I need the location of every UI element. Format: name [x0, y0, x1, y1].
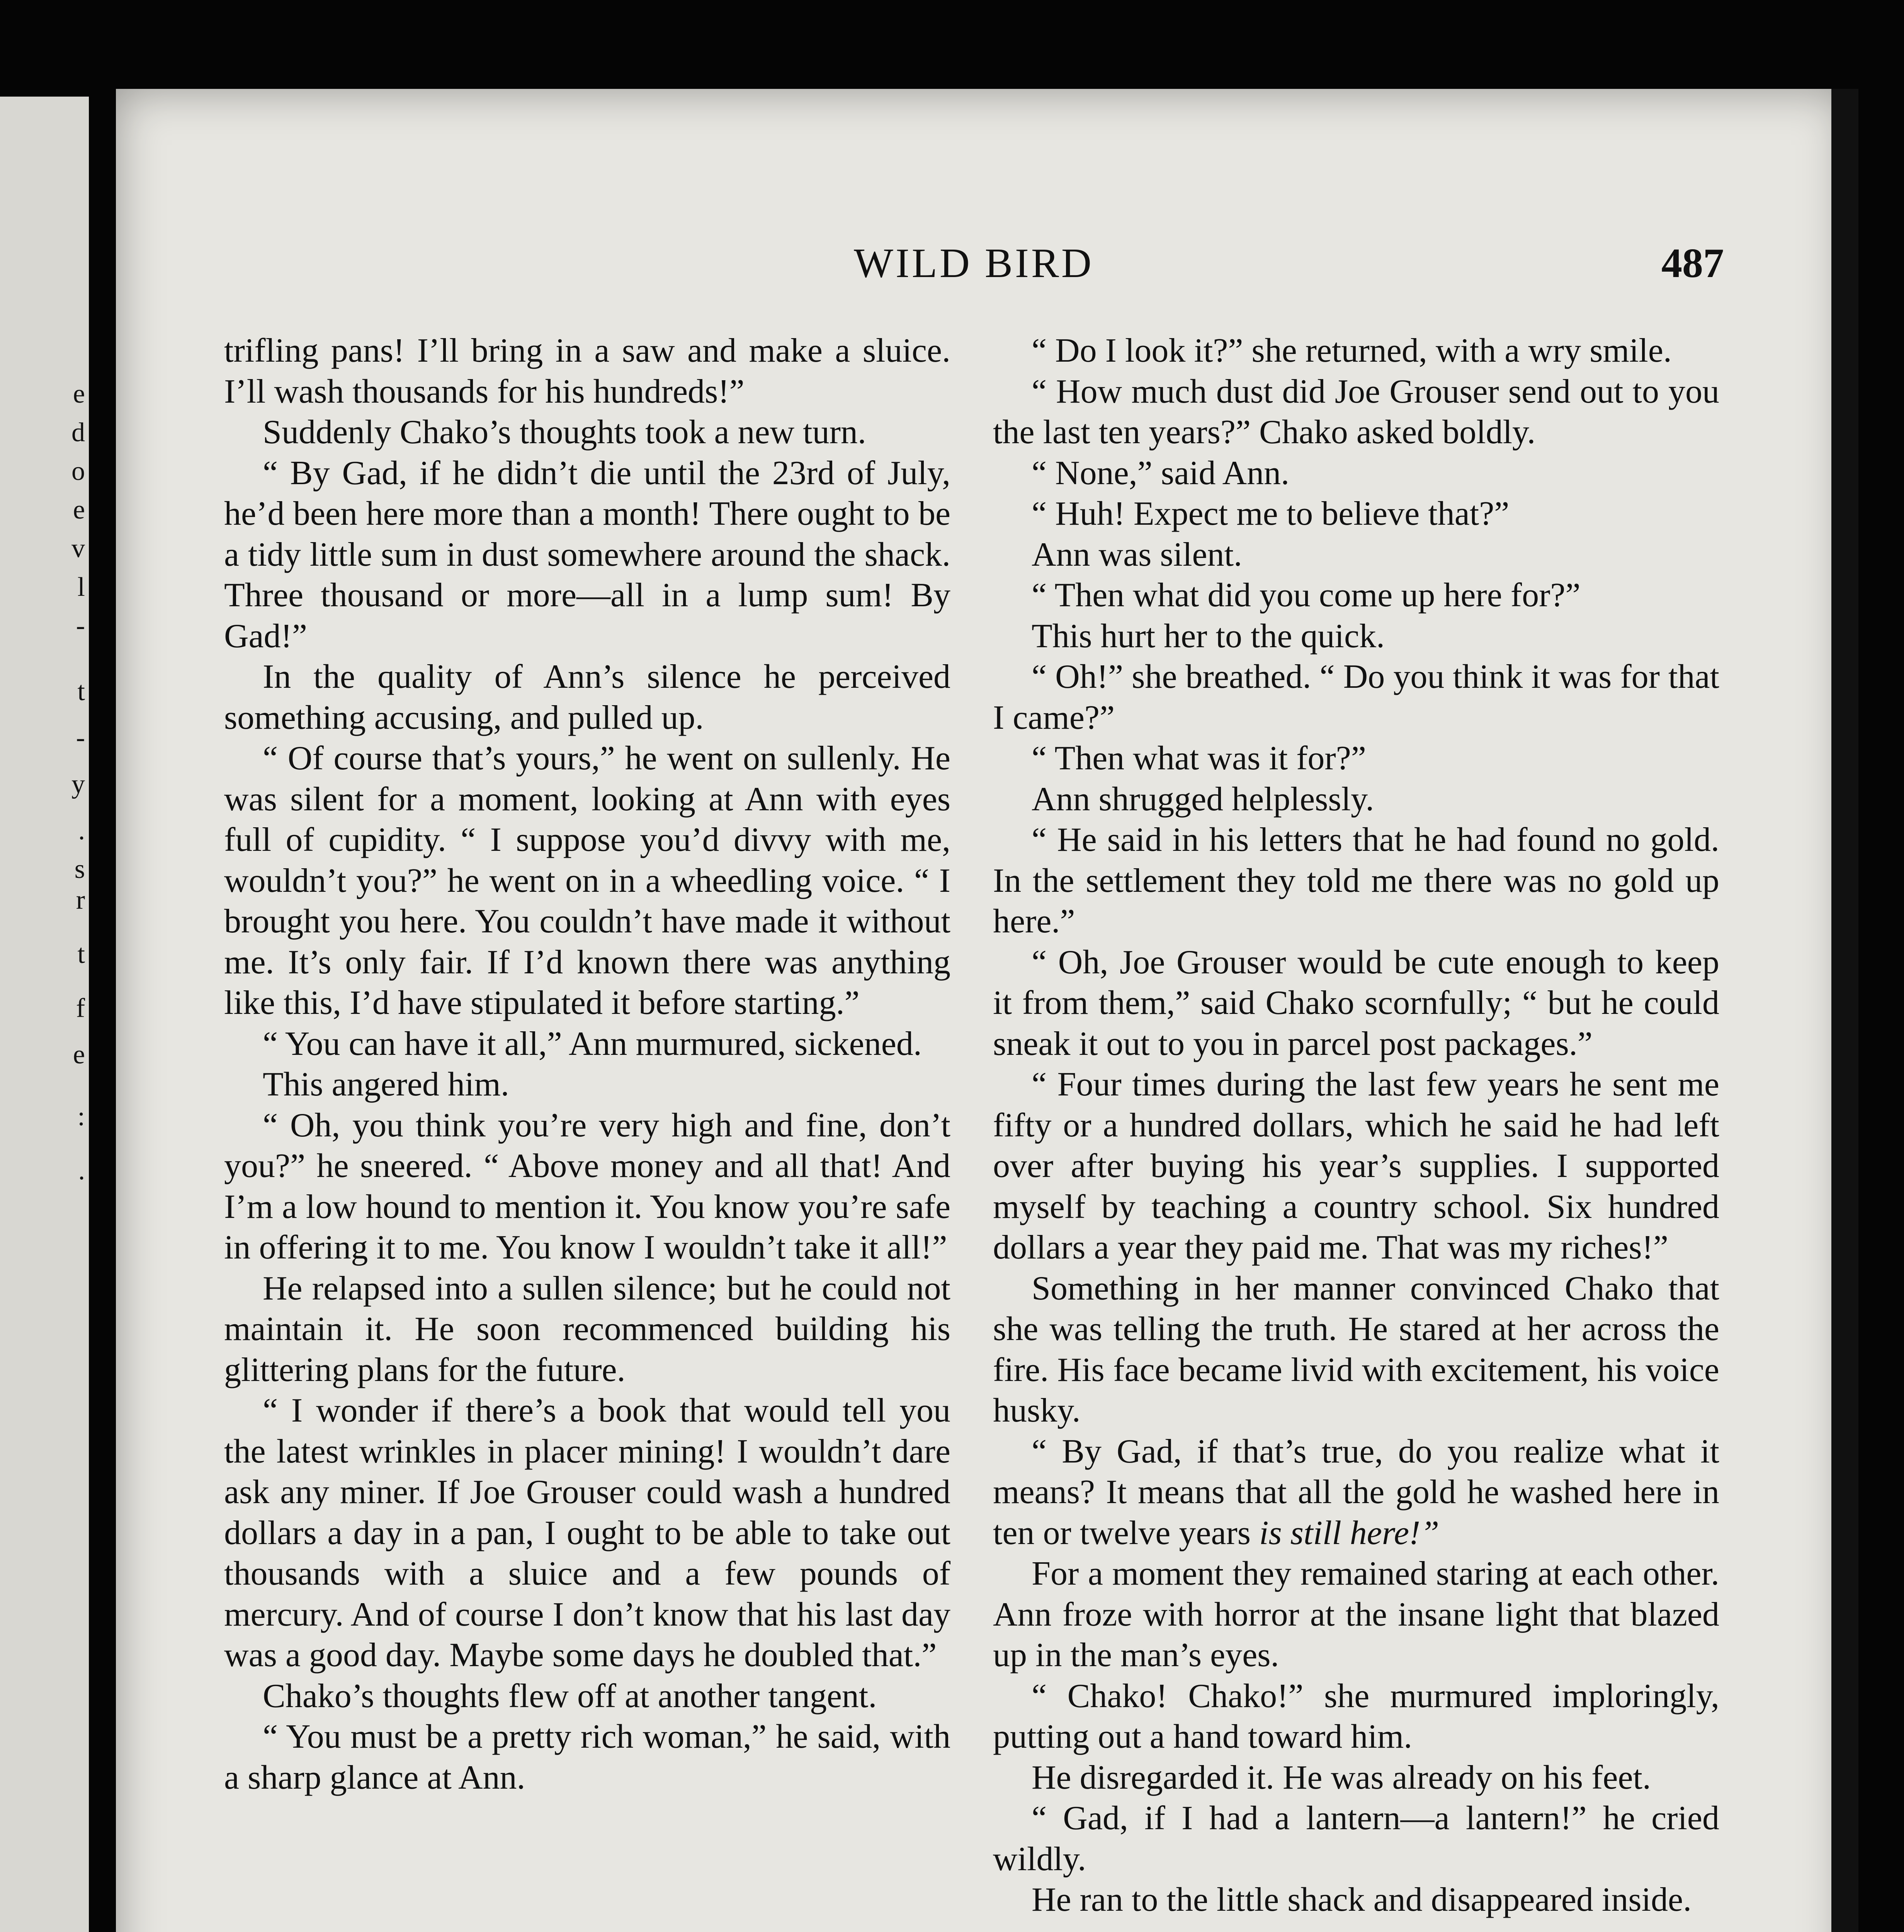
paragraph-text: “ Do I look it?” she returned, with a wry smile.	[1032, 332, 1672, 369]
paragraph	[993, 1676, 1719, 1757]
paragraph-text: Suddenly Chako’s thoughts took a new turn.	[263, 413, 866, 451]
margin-fragment: r	[76, 885, 85, 915]
paragraph-text: “ Oh, Joe Grouser would be cute enough to keep it from them,” said Chako scornfully; “ but he could sneak it out to you in parcel post packages.”	[993, 943, 1719, 1063]
paragraph	[993, 575, 1719, 616]
paragraph	[993, 493, 1719, 534]
paragraph	[224, 1390, 950, 1676]
paragraph-text: “ Oh, you think you’re very high and fine, don’t you?” he sneered. “ Above money and all that! And I’m a low hound to mention it. You know you’re safe in offering it to me. You know I wouldn’t take it all!”	[224, 1106, 950, 1266]
right-text-column	[993, 330, 1719, 1920]
paragraph-text: “ Four times during the last few years he sent me fifty or a hundred dollars, which he said he had left over after buying his year’s supplies. I supported myself by teaching a country school. Six hundred dollars a year they paid me. That was my riches!”	[993, 1066, 1719, 1266]
paragraph-text: In the quality of Ann’s silence he perceived something accusing, and pulled up.	[224, 658, 950, 736]
paragraph	[993, 942, 1719, 1065]
paragraph-text: “ You can have it all,” Ann murmured, sickened.	[263, 1025, 922, 1063]
paragraph	[993, 1757, 1719, 1798]
paragraph	[224, 1268, 950, 1391]
left-text-column	[224, 330, 950, 1798]
margin-fragment: o	[71, 456, 85, 486]
margin-fragment: e	[73, 495, 85, 525]
paragraph	[993, 371, 1719, 453]
paragraph-text: Ann was silent.	[1032, 536, 1243, 573]
paragraph	[993, 738, 1719, 779]
margin-fragment: e	[73, 1040, 85, 1070]
paragraph	[224, 1676, 950, 1717]
paragraph	[993, 330, 1719, 371]
paragraph-text: “ Chako! Chako!” she murmured imploringly, putting out a hand toward him.	[993, 1677, 1719, 1755]
paragraph	[224, 1716, 950, 1798]
paragraph	[224, 412, 950, 453]
paragraph	[993, 1431, 1719, 1554]
paragraph	[993, 656, 1719, 738]
paragraph-text: “ Then what was it for?”	[1032, 740, 1366, 777]
paragraph	[224, 1064, 950, 1105]
margin-fragment: f	[76, 993, 85, 1023]
margin-fragment: -	[76, 723, 85, 753]
paragraph	[993, 820, 1719, 942]
paragraph	[224, 453, 950, 657]
running-title: WILD BIRD	[854, 240, 1094, 286]
paragraph-text: “ He said in his letters that he had found no gold. In the settlement they told me there was no gold up here.”	[993, 821, 1719, 940]
paragraph-text: He relapsed into a sullen silence; but he could not maintain it. He soon recommenced building his glittering plans for the future.	[224, 1269, 950, 1389]
margin-fragment: :	[77, 1102, 85, 1131]
paragraph	[993, 1268, 1719, 1431]
paragraph	[993, 453, 1719, 494]
paragraph-text: “ Of course that’s yours,” he went on sullenly. He was silent for a moment, looking at Ann with eyes full of cupidity. “ I suppose you’d divvy with me, wouldn’t you?” he went on in a wheedling voice. “ I brought you here. You couldn’t have made it without me. It’s only fair. If I’d known there was anything like this, I’d have stipulated it before starting.”	[224, 740, 950, 1022]
page-number: 487	[1661, 240, 1724, 286]
paragraph	[993, 1064, 1719, 1268]
paragraph-text: “ How much dust did Joe Grouser send out to you the last ten years?” Chako asked boldly.	[993, 372, 1719, 451]
paragraph-text: This angered him.	[263, 1066, 509, 1103]
margin-fragment: s	[74, 854, 85, 884]
paragraph	[993, 779, 1719, 820]
paragraph-text: Ann shrugged helplessly.	[1032, 780, 1374, 818]
paragraph	[993, 1798, 1719, 1879]
paragraph	[224, 330, 950, 412]
page-gutter-shadow	[1831, 89, 1858, 1932]
margin-fragment: .	[78, 816, 85, 845]
paragraph-text: “ By Gad, if that’s true, do you realize what it means? It means that all the gold he washed here in ten or twelve years	[993, 1432, 1719, 1552]
paragraph-text: He disregarded it. He was already on his feet.	[1032, 1759, 1651, 1796]
margin-fragment: d	[71, 418, 85, 447]
paragraph	[993, 534, 1719, 575]
paragraph-text: “ By Gad, if he didn’t die until the 23rd of July, he’d been here more than a month! There ought to be a tidy little sum in dust somewhere around the shack. Three thousand or more—all in a lump sum! By Gad!”	[224, 454, 950, 655]
adjacent-page-edge	[0, 97, 89, 1932]
paragraph	[993, 1553, 1719, 1676]
paragraph-text: For a moment they remained staring at each other. Ann froze with horror at the insane light that blazed up in the man’s eyes.	[993, 1555, 1719, 1674]
paragraph	[993, 616, 1719, 657]
margin-fragment: -	[76, 611, 85, 641]
paragraph-text: He ran to the little shack and disappeared inside.	[1032, 1881, 1692, 1918]
paragraph-text: “ Huh! Expect me to believe that?”	[1032, 495, 1510, 532]
paragraph-text: “ You must be a pretty rich woman,” he said, with a sharp glance at Ann.	[224, 1718, 950, 1796]
paragraph-text: trifling pans! I’ll bring in a saw and make a sluice. I’ll wash thousands for his hundreds!”	[224, 332, 950, 410]
margin-fragment: t	[77, 677, 85, 706]
paragraph	[224, 656, 950, 738]
margin-fragment: t	[77, 939, 85, 969]
margin-fragment: e	[73, 379, 85, 409]
paragraph-text: “ I wonder if there’s a book that would tell you the latest wrinkles in placer mining! I wouldn’t dare ask any miner. If Joe Grouser could wash a hundred dollars a day in a pan, I ought to be able to take out thousands with a sluice and a few pounds of mercury. And of course I don’t know that his last day was a good day. Maybe some days he doubled that.”	[224, 1392, 950, 1674]
margin-fragment: .	[78, 1156, 85, 1185]
paragraph-text: Chako’s thoughts flew off at another tangent.	[263, 1677, 877, 1715]
paragraph	[224, 738, 950, 1024]
paragraph-text: “ Then what did you come up here for?”	[1032, 577, 1581, 614]
paragraph	[224, 1024, 950, 1065]
paragraph	[993, 1879, 1719, 1920]
italic-emphasis: is still here!”	[1259, 1514, 1440, 1552]
margin-fragment: l	[77, 572, 85, 602]
paragraph-text: Something in her manner convinced Chako that she was telling the truth. He stared at her across the fire. His face became livid with excitement, his voice husky.	[993, 1269, 1719, 1429]
paragraph-text: “ Oh!” she breathed. “ Do you think it was for that I came?”	[993, 658, 1719, 736]
margin-fragment: y	[71, 769, 85, 799]
paragraph-text: “ None,” said Ann.	[1032, 454, 1290, 492]
paragraph	[224, 1105, 950, 1268]
margin-fragment: v	[71, 534, 85, 563]
paragraph-text: This hurt her to the quick.	[1032, 617, 1385, 655]
paragraph-text: “ Gad, if I had a lantern—a lantern!” he cried wildly.	[993, 1799, 1719, 1878]
